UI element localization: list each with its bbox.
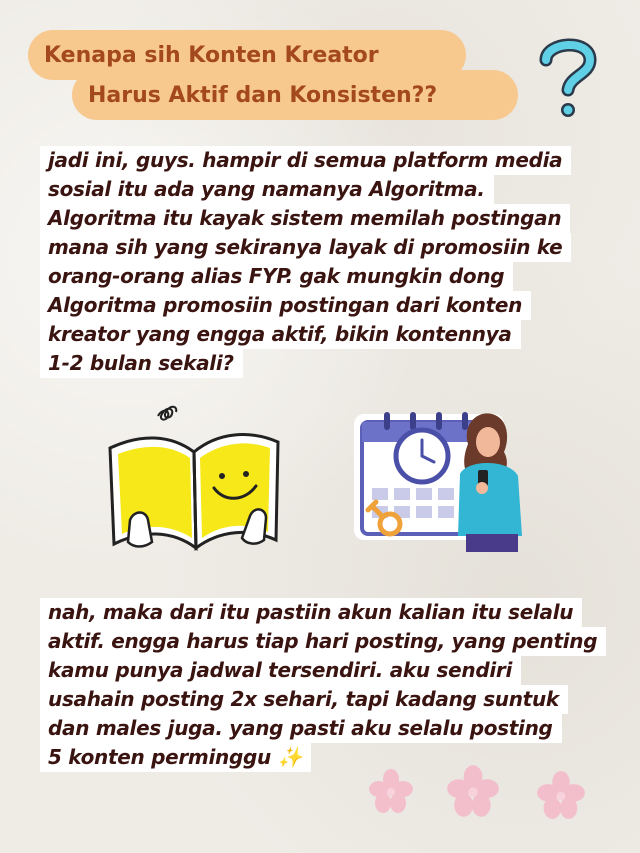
- title-line-2: [72, 70, 518, 120]
- pink-flower-icon: [536, 770, 586, 820]
- paragraph-schedule: [40, 598, 606, 772]
- paragraph-line: orang-orang alias FYP. gak mungkin dong: [40, 262, 571, 291]
- paragraph-line: usahain posting 2x sehari, tapi kadang suntuk: [40, 685, 606, 714]
- calendar-clock-woman-phone-illustration: [348, 396, 548, 556]
- reading-book-smiley-illustration: [100, 398, 290, 568]
- paragraph-line: aktif. engga harus tiap hari posting, yang penting: [40, 627, 606, 656]
- question-mark-icon: [528, 34, 608, 124]
- pink-flower-icon: [368, 768, 414, 814]
- paragraph-line: dan males juga. yang pasti aku selalu posting: [40, 714, 606, 743]
- paragraph-algorithm: [40, 146, 571, 378]
- paragraph-line: sosial itu ada yang namanya Algoritma.: [40, 175, 571, 204]
- paragraph-line: 5 konten perminggu ✨: [40, 743, 606, 772]
- pink-flower-icon: [446, 764, 500, 818]
- paragraph-line: 1-2 bulan sekali?: [40, 349, 571, 378]
- paragraph-line: kreator yang engga aktif, bikin kontennya: [40, 320, 571, 349]
- paragraph-line: Algoritma itu kayak sistem memilah postingan: [40, 204, 571, 233]
- title-line-2-text: Harus Aktif dan Konsisten??: [88, 82, 438, 108]
- paragraph-line: kamu punya jadwal tersendiri. aku sendiri: [40, 656, 606, 685]
- paragraph-line: mana sih yang sekiranya layak di promosiin ke: [40, 233, 571, 262]
- paragraph-line: jadi ini, guys. hampir di semua platform media: [40, 146, 571, 175]
- title-line-1-text: Kenapa sih Konten Kreator: [44, 42, 379, 68]
- paragraph-line: Algoritma promosiin postingan dari konten: [40, 291, 571, 320]
- paragraph-line: nah, maka dari itu pastiin akun kalian itu selalu: [40, 598, 606, 627]
